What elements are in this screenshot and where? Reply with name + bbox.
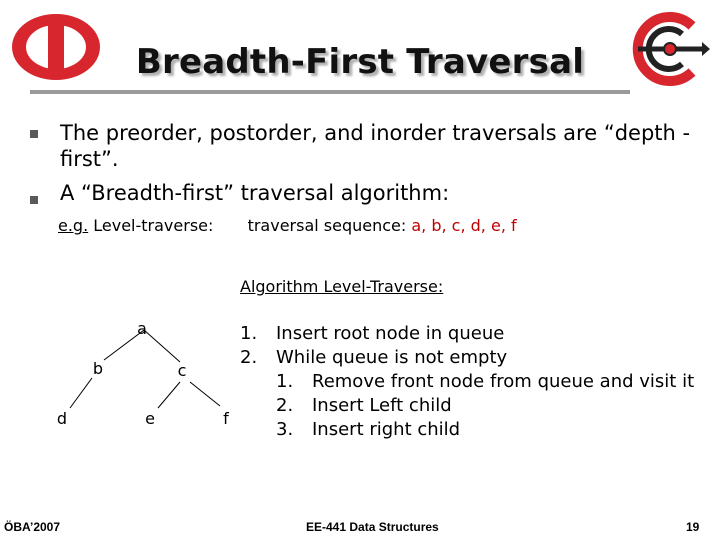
tree-node-a: a — [137, 319, 147, 338]
tree-diagram — [30, 310, 260, 440]
substep-text: Insert right child — [312, 419, 461, 440]
edge-b-d — [70, 378, 92, 408]
edge-c-f — [190, 382, 220, 406]
tree-node-d: d — [56, 409, 68, 428]
substep-number: 1. — [276, 371, 294, 392]
example-line — [58, 216, 517, 235]
page-number: 19 — [686, 520, 700, 534]
step-text: While queue is not empty — [276, 347, 508, 368]
step-number: 2. — [240, 347, 258, 368]
bullet-breadth-first: A “Breadth-first” traversal algorithm: — [60, 181, 450, 205]
algorithm-heading: Algorithm Level-Traverse: — [240, 277, 444, 296]
tree-node-c: c — [177, 361, 187, 380]
substep-text: Insert Left child — [312, 395, 452, 416]
substep-number: 3. — [276, 419, 294, 440]
edge-c-e — [158, 382, 180, 408]
example-label: e.g. — [58, 216, 89, 235]
step-number: 1. — [240, 323, 258, 344]
algorithm-step — [240, 347, 507, 368]
slide-title: Breadth-First Traversal — [135, 42, 585, 82]
substep-number: 2. — [276, 395, 294, 416]
sequence-prefix: traversal sequence: — [247, 216, 412, 235]
footer-course: EE-441 Data Structures — [306, 520, 439, 534]
step-text: Insert root node in queue — [276, 323, 505, 344]
algorithm-substep — [276, 419, 460, 440]
bullet-depth-first: The preorder, postorder, and inorder traversals are “depth -first”. — [60, 121, 691, 171]
bullet-marker — [30, 196, 38, 204]
footer-author: ÖBA’2007 — [4, 520, 61, 534]
example-name: Level-traverse: — [88, 216, 214, 235]
sequence-values: a, b, c, d, e, f — [411, 216, 517, 235]
substep-text: Remove front node from queue and visit it — [312, 371, 695, 392]
bullet-marker — [30, 130, 38, 138]
edge-a-c — [144, 330, 180, 362]
tree-node-b: b — [92, 359, 104, 378]
algorithm-substep — [276, 395, 452, 416]
tree-node-e: e — [145, 409, 155, 428]
title-divider — [30, 90, 630, 94]
algorithm-substep — [276, 371, 694, 392]
tree-node-f: f — [223, 409, 229, 428]
algorithm-step — [240, 323, 504, 344]
